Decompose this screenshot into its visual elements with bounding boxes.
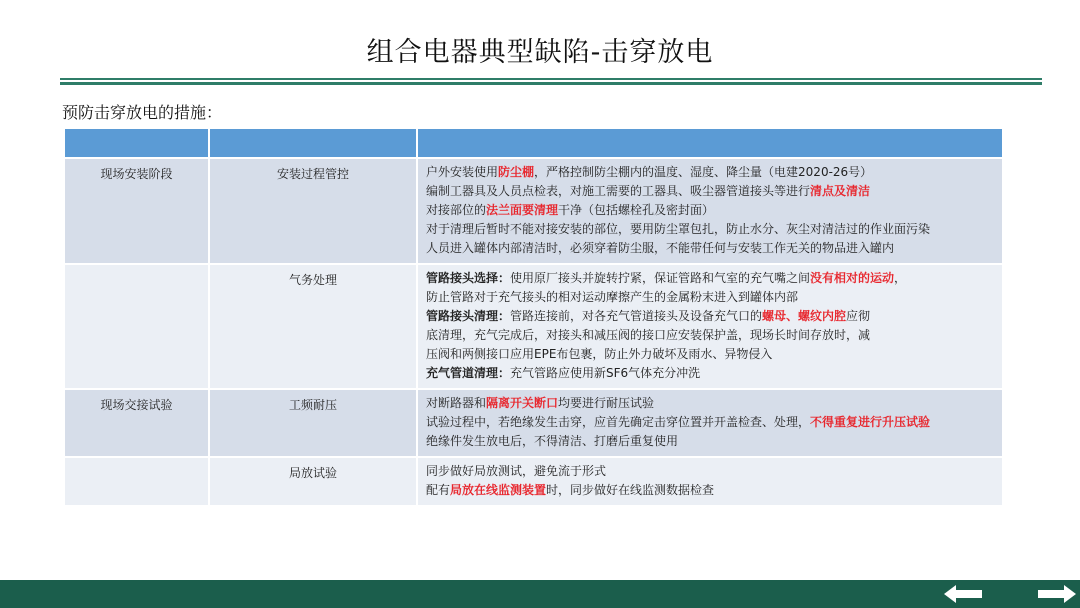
measures-cell	[418, 265, 1002, 388]
measure-text: 对于清理后暂时不能对接安装的部位，要用防尘罩包扎，防止水分、灰尘对清洁过的作业面污染	[426, 222, 931, 236]
measure-line	[426, 394, 994, 413]
highlight-text: 没有相对的运动	[810, 271, 895, 285]
arrow-right-icon[interactable]	[1036, 584, 1076, 604]
measure-line	[426, 269, 994, 288]
measure-text: 应彻	[846, 309, 871, 323]
measure-line	[426, 326, 994, 345]
measure-text: 均要进行耐压试验	[558, 396, 655, 410]
measures-table	[63, 127, 1004, 507]
highlight-text: 隔离开关断口	[486, 396, 559, 410]
measure-text: 户外安装使用	[426, 165, 499, 179]
header-cell-item	[210, 129, 416, 157]
highlight-text: 螺母、螺纹内腔	[762, 309, 847, 323]
measure-text: 干净（包括螺栓孔及密封面）	[558, 203, 715, 217]
measure-line	[426, 481, 994, 500]
highlight-text: 清点及清洁	[810, 184, 871, 198]
measure-text: 充气管路应使用新SF6气体充分冲洗	[510, 366, 701, 380]
highlight-text: 防尘棚	[498, 165, 535, 179]
measure-line	[426, 364, 994, 383]
highlight-text: 法兰面要清理	[486, 203, 559, 217]
measure-text: 管路连接前，对各充气管道接头及设备充气口的	[510, 309, 763, 323]
bold-label: 管路接头选择：	[426, 271, 511, 285]
slide-subtitle: 预防击穿放电的措施：	[62, 103, 223, 122]
bold-label: 充气管道清理：	[426, 366, 511, 380]
measure-line	[426, 345, 994, 364]
measure-line	[426, 163, 994, 182]
measures-cell	[418, 390, 1002, 456]
highlight-text: 不得重复进行升压试验	[810, 415, 931, 429]
measure-line	[426, 413, 994, 432]
table-header-row	[65, 129, 1002, 157]
measure-text: 对接部位的	[426, 203, 487, 217]
measure-text: 人员进入罐体内部清洁时，必须穿着防尘服，不能带任何与安装工作无关的物品进入罐内	[426, 241, 895, 255]
table-row	[65, 265, 1002, 388]
measure-line	[426, 288, 994, 307]
bold-label: 管路接头清理：	[426, 309, 511, 323]
measure-line	[426, 182, 994, 201]
table-row	[65, 159, 1002, 263]
measure-text: 配有	[426, 483, 451, 497]
measures-cell	[418, 458, 1002, 505]
highlight-text: 局放在线监测装置	[450, 483, 547, 497]
measure-line	[426, 239, 994, 258]
measure-text: 编制工器具及人员点检表，对施工需要的工器具、吸尘器管道接头等进行	[426, 184, 811, 198]
item-cell: 气务处理	[210, 265, 416, 388]
measure-line	[426, 462, 994, 481]
stage-cell	[65, 265, 208, 388]
measure-text: ，	[894, 271, 907, 285]
title-divider-thick	[60, 82, 1042, 85]
item-cell: 安装过程管控	[210, 159, 416, 263]
measure-text: 时，同步做好在线监测数据检查	[546, 483, 715, 497]
measure-text: 使用原厂接头并旋转拧紧，保证管路和气室的充气嘴之间	[510, 271, 811, 285]
measure-text: 防止管路对于充气接头的相对运动摩擦产生的金属粉末进入到罐体内部	[426, 290, 799, 304]
measure-line	[426, 432, 994, 451]
measure-text: 绝缘件发生放电后，不得清洁、打磨后重复使用	[426, 434, 679, 448]
stage-cell: 现场安装阶段	[65, 159, 208, 263]
stage-cell	[65, 458, 208, 505]
measure-text: 试验过程中，若绝缘发生击穿，应首先确定击穿位置并开盖检查、处理，	[426, 415, 811, 429]
measure-text: 压阀和两侧接口应用EPE布包裹，防止外力破坏及雨水、异物侵入	[426, 347, 773, 361]
header-cell-stage	[65, 129, 208, 157]
item-cell: 工频耐压	[210, 390, 416, 456]
arrow-left-icon[interactable]	[944, 584, 984, 604]
header-cell-measures	[418, 129, 1002, 157]
footer-bar	[0, 580, 1080, 608]
title-divider-thin	[60, 78, 1042, 80]
measure-line	[426, 220, 994, 239]
stage-cell: 现场交接试验	[65, 390, 208, 456]
measure-text: 对断路器和	[426, 396, 487, 410]
measure-text: 底清理，充气完成后，对接头和减压阀的接口应安装保护盖，现场长时间存放时，减	[426, 328, 871, 342]
measure-line	[426, 201, 994, 220]
slide-title: 组合电器典型缺陷-击穿放电	[366, 37, 714, 68]
measures-cell	[418, 159, 1002, 263]
measure-text: 同步做好局放测试，避免流于形式	[426, 464, 607, 478]
item-cell: 局放试验	[210, 458, 416, 505]
table-row	[65, 390, 1002, 456]
measure-text: ，严格控制防尘棚内的温度、湿度、降尘量（电建2020-26号）	[534, 165, 873, 179]
table-row	[65, 458, 1002, 505]
measure-line	[426, 307, 994, 326]
